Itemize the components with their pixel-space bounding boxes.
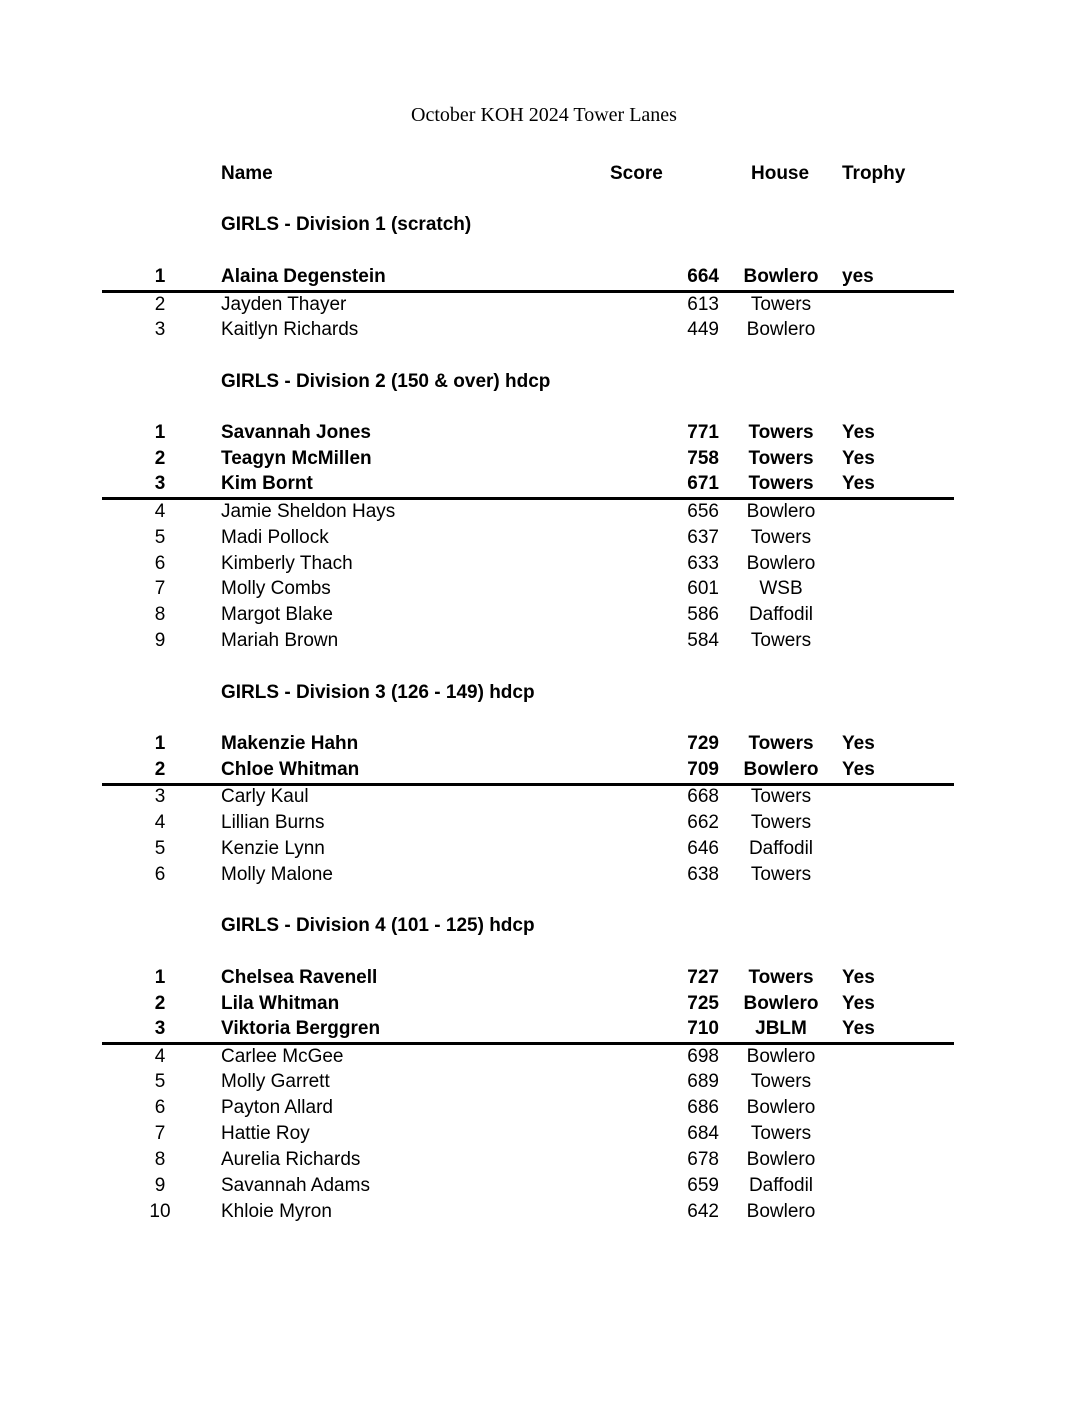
table-row (0, 1173, 1088, 1199)
table-row (0, 1095, 1088, 1121)
house: Towers (748, 473, 814, 494)
house: Towers (748, 448, 814, 469)
score: 449 (687, 319, 719, 340)
rank: 5 (154, 1071, 166, 1092)
table-row (0, 810, 1088, 836)
bowler-name: Lila Whitman (221, 993, 340, 1014)
house: Daffodil (748, 1175, 814, 1196)
bowler-name: Mariah Brown (221, 630, 339, 651)
table-row (0, 757, 1088, 783)
table-row (0, 1069, 1088, 1095)
trophy: yes (842, 266, 874, 287)
rank: 3 (154, 1018, 166, 1039)
house: Towers (750, 1071, 812, 1092)
house: Bowlero (746, 1046, 816, 1067)
table-row (0, 420, 1088, 446)
bowler-name: Hattie Roy (221, 1123, 310, 1144)
table-row (0, 1044, 1088, 1070)
score: 633 (687, 553, 719, 574)
table-row (0, 471, 1088, 497)
house: Bowlero (743, 993, 819, 1014)
table-row (0, 525, 1088, 551)
rank: 7 (154, 578, 166, 599)
rank: 6 (154, 864, 166, 885)
rank: 4 (154, 812, 166, 833)
bowler-name: Savannah Jones (221, 422, 371, 443)
bowler-name: Jamie Sheldon Hays (221, 501, 396, 522)
bowler-name: Chloe Whitman (221, 759, 360, 780)
rank: 5 (154, 527, 166, 548)
rank: 3 (154, 786, 166, 807)
trophy: Yes (842, 759, 875, 780)
score: 637 (687, 527, 719, 548)
house: Towers (750, 527, 812, 548)
table-row (0, 991, 1088, 1017)
column-headers (0, 161, 1088, 187)
house: Bowlero (746, 553, 816, 574)
division-title: GIRLS - Division 2 (150 & over) hdcp (221, 371, 551, 392)
table-row (0, 576, 1088, 602)
bowler-name: Madi Pollock (221, 527, 329, 548)
house: Towers (750, 1123, 812, 1144)
house: Towers (748, 733, 814, 754)
house: JBLM (755, 1018, 807, 1039)
score: 664 (687, 266, 719, 287)
rank: 1 (154, 967, 166, 988)
bowler-name: Kim Bornt (221, 473, 313, 494)
house: Bowlero (746, 319, 816, 340)
score: 689 (687, 1071, 719, 1092)
header-trophy: Trophy (842, 163, 906, 184)
table-row (0, 862, 1088, 888)
rank: 2 (154, 448, 166, 469)
score: 725 (687, 993, 719, 1014)
rank: 10 (149, 1201, 171, 1222)
division-title: GIRLS - Division 3 (126 - 149) hdcp (221, 682, 535, 703)
score: 584 (687, 630, 719, 651)
rank: 2 (154, 993, 166, 1014)
table-row (0, 1016, 1088, 1042)
rank: 8 (154, 604, 166, 625)
page-title: October KOH 2024 Tower Lanes (411, 104, 677, 126)
rank: 1 (154, 422, 166, 443)
table-row (0, 264, 1088, 290)
rank: 4 (154, 1046, 166, 1067)
score: 709 (687, 759, 719, 780)
house: Bowlero (746, 1149, 816, 1170)
house: WSB (759, 578, 803, 599)
division-title: GIRLS - Division 1 (scratch) (221, 214, 472, 235)
header-score: Score (610, 163, 663, 184)
score: 729 (687, 733, 719, 754)
rank: 6 (154, 553, 166, 574)
score: 659 (687, 1175, 719, 1196)
score: 642 (687, 1201, 719, 1222)
table-row (0, 602, 1088, 628)
bowler-name: Jayden Thayer (221, 294, 347, 315)
rank: 7 (154, 1123, 166, 1144)
bowler-name: Carly Kaul (221, 786, 309, 807)
house: Towers (750, 630, 812, 651)
table-row (0, 292, 1088, 318)
score: 586 (687, 604, 719, 625)
house: Towers (750, 864, 812, 885)
table-row (0, 628, 1088, 654)
rank: 8 (154, 1149, 166, 1170)
score: 771 (687, 422, 719, 443)
score: 671 (687, 473, 719, 494)
house: Bowlero (746, 1201, 816, 1222)
rank: 2 (154, 294, 166, 315)
trophy: Yes (842, 733, 875, 754)
house: Towers (750, 294, 812, 315)
bowler-name: Lillian Burns (221, 812, 325, 833)
table-row (0, 1121, 1088, 1147)
bowler-name: Teagyn McMillen (221, 448, 372, 469)
header-name: Name (221, 163, 273, 184)
house: Bowlero (743, 266, 819, 287)
score: 646 (687, 838, 719, 859)
table-row (0, 784, 1088, 810)
rank: 2 (154, 759, 166, 780)
score: 758 (687, 448, 719, 469)
house: Bowlero (743, 759, 819, 780)
trophy: Yes (842, 993, 875, 1014)
score: 678 (687, 1149, 719, 1170)
table-row (0, 499, 1088, 525)
rank: 9 (154, 1175, 166, 1196)
trophy: Yes (842, 967, 875, 988)
table-row (0, 1199, 1088, 1225)
rank: 6 (154, 1097, 166, 1118)
bowler-name: Savannah Adams (221, 1175, 370, 1196)
score: 727 (687, 967, 719, 988)
score: 698 (687, 1046, 719, 1067)
rank: 5 (154, 838, 166, 859)
score: 662 (687, 812, 719, 833)
house: Towers (748, 422, 814, 443)
rank: 9 (154, 630, 166, 651)
division-title: GIRLS - Division 4 (101 - 125) hdcp (221, 915, 535, 936)
bowler-name: Viktoria Berggren (221, 1018, 381, 1039)
trophy: Yes (842, 448, 875, 469)
bowler-name: Khloie Myron (221, 1201, 332, 1222)
score: 638 (687, 864, 719, 885)
bowler-name: Kaitlyn Richards (221, 319, 359, 340)
bowler-name: Makenzie Hahn (221, 733, 359, 754)
house: Towers (748, 967, 814, 988)
table-row (0, 836, 1088, 862)
bowler-name: Kenzie Lynn (221, 838, 325, 859)
bowler-name: Molly Garrett (221, 1071, 330, 1092)
score: 601 (687, 578, 719, 599)
rank: 3 (154, 319, 166, 340)
header-house: House (751, 163, 810, 184)
house: Towers (750, 786, 812, 807)
table-row (0, 446, 1088, 472)
house: Towers (750, 812, 812, 833)
bowler-name: Aurelia Richards (221, 1149, 361, 1170)
bowler-name: Molly Malone (221, 864, 333, 885)
house: Bowlero (746, 501, 816, 522)
score: 710 (687, 1018, 719, 1039)
rank: 1 (154, 733, 166, 754)
house: Daffodil (748, 838, 814, 859)
score: 684 (687, 1123, 719, 1144)
bowler-name: Payton Allard (221, 1097, 333, 1118)
score: 656 (687, 501, 719, 522)
house: Bowlero (746, 1097, 816, 1118)
score: 668 (687, 786, 719, 807)
table-row (0, 551, 1088, 577)
house: Daffodil (748, 604, 814, 625)
trophy: Yes (842, 1018, 875, 1039)
bowler-name: Carlee McGee (221, 1046, 344, 1067)
rank: 3 (154, 473, 166, 494)
rank: 4 (154, 501, 166, 522)
trophy: Yes (842, 473, 875, 494)
table-row (0, 317, 1088, 343)
bowler-name: Margot Blake (221, 604, 333, 625)
bowler-name: Molly Combs (221, 578, 331, 599)
table-row (0, 731, 1088, 757)
bowler-name: Chelsea Ravenell (221, 967, 378, 988)
table-row (0, 1147, 1088, 1173)
trophy: Yes (842, 422, 875, 443)
score: 686 (687, 1097, 719, 1118)
bowler-name: Alaina Degenstein (221, 266, 386, 287)
bowler-name: Kimberly Thach (221, 553, 353, 574)
score: 613 (687, 294, 719, 315)
table-row (0, 965, 1088, 991)
rank: 1 (154, 266, 166, 287)
